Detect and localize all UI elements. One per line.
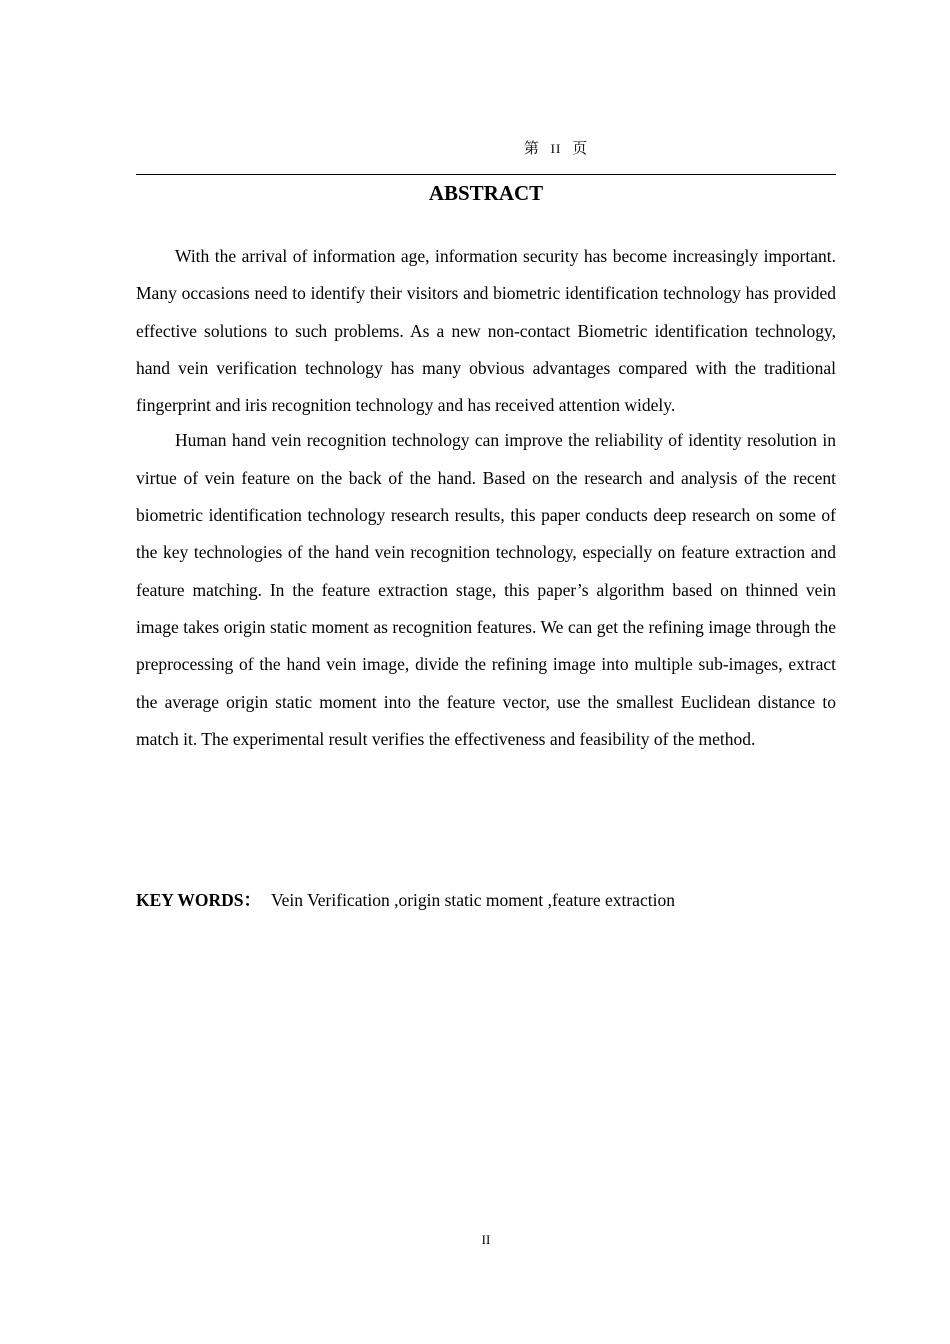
- abstract-body: [136, 238, 836, 758]
- page-footer-number: II: [481, 1232, 491, 1247]
- keywords-label: KEY WORDS：: [136, 890, 261, 910]
- header-prefix: 第: [523, 141, 540, 157]
- keywords-text: Vein Verification ,origin static moment ,feature extraction: [270, 890, 675, 910]
- abstract-paragraph-1: With the arrival of information age, information security has become increasingly important. Many occasions need to identify their visitors and biometric identification technology has provided effective solutions to such problems. As a new non-contact Biometric identification technology, hand vein verification technology has many obvious advantages compared with the traditional fingerprint and iris recognition technology and has received attention widely.: [136, 246, 836, 416]
- abstract-title: ABSTRACT: [428, 181, 544, 205]
- abstract-paragraph-2: Human hand vein recognition technology can improve the reliability of identity resolution in virtue of vein feature on the back of the hand. Based on the research and analysis of the recent biometric identification technology research results, this paper conducts deep research on some of the key technologies of the hand vein recognition technology, especially on feature extraction and feature matching. In the feature extraction stage, this paper’s algorithm based on thinned vein image takes origin static moment as recognition features. We can get the refining image through the preprocessing of the hand vein image, divide the refining image into multiple sub-images, extract the average origin static moment into the feature vector, use the smallest Euclidean distance to match it. The experimental result verifies the effectiveness and feasibility of the method.: [136, 430, 836, 749]
- header-suffix: 页: [572, 141, 589, 157]
- header-divider: [136, 174, 836, 175]
- keywords-line: [136, 887, 836, 913]
- page-header: [0, 137, 950, 158]
- header-page-number: II: [550, 141, 562, 156]
